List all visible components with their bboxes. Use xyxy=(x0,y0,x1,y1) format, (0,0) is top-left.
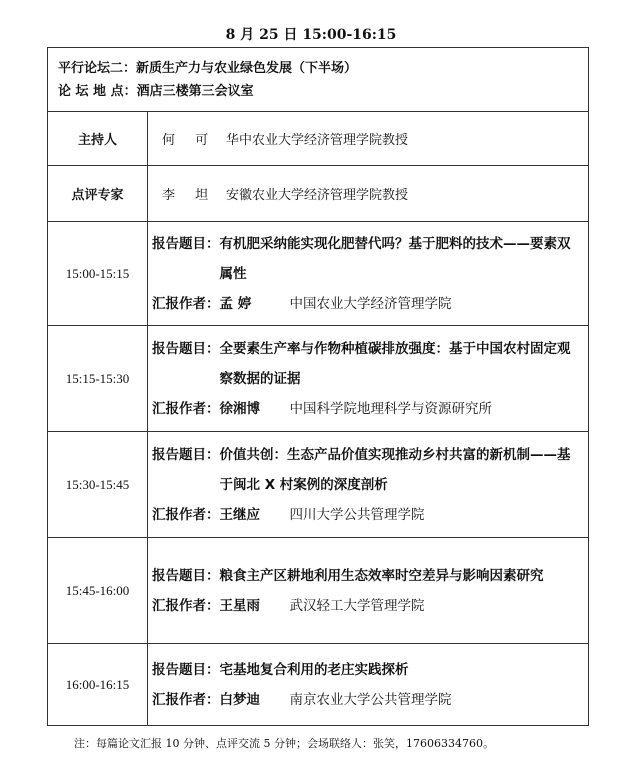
topic-label: 报告题目： xyxy=(152,340,220,357)
session-author: 孟 婷 xyxy=(219,295,252,312)
presenter-label: 汇报作者： xyxy=(152,506,220,523)
session-details xyxy=(148,222,589,326)
session-title: 有机肥采纳能实现化肥替代吗？基于肥料的技术——要素双属性 xyxy=(219,235,571,282)
footnote: 注：每篇论文汇报 10 分钟、点评交流 5 分钟；会场联络人：张笑，17606334760。 xyxy=(74,737,494,750)
session-row xyxy=(48,432,589,538)
host-info xyxy=(148,112,589,166)
host-label: 主持人 xyxy=(48,112,148,166)
session-row xyxy=(48,326,589,432)
session-time: 16:00-16:15 xyxy=(48,644,148,726)
session-title: 全要素生产率与作物种植碳排放强度：基于中国农村固定观察数据的证据 xyxy=(219,340,571,387)
session-details xyxy=(148,538,589,644)
session-details xyxy=(148,432,589,538)
session-institution: 南京农业大学公共管理学院 xyxy=(289,691,452,708)
presenter-label: 汇报作者： xyxy=(152,295,220,312)
session-title: 粮食主产区耕地利用生态效率时空差异与影响因素研究 xyxy=(219,567,544,584)
topic-label: 报告题目： xyxy=(152,446,220,463)
topic-label: 报告题目： xyxy=(152,567,220,584)
forum-info-row xyxy=(48,48,589,112)
session-institution: 中国农业大学经济管理学院 xyxy=(289,295,452,312)
session-title: 价值共创：生态产品价值实现推动乡村共富的新机制——基于闽北 X 村案例的深度剖析 xyxy=(219,446,571,493)
presenter-label: 汇报作者： xyxy=(152,691,220,708)
session-time: 15:45-16:00 xyxy=(48,538,148,644)
topic-label: 报告题目： xyxy=(152,661,220,678)
session-author: 王星雨 xyxy=(219,597,260,614)
session-date-time: 8 月 25 日 15:00-16:15 xyxy=(225,27,397,43)
session-author: 徐湘博 xyxy=(219,400,260,417)
reviewer-affiliation: 安徽农业大学经济管理学院教授 xyxy=(226,188,409,203)
session-institution: 中国科学院地理科学与资源研究所 xyxy=(289,400,492,417)
session-author: 王继应 xyxy=(219,506,260,523)
forum-info-cell xyxy=(48,48,589,112)
session-row xyxy=(48,222,589,326)
presenter-label: 汇报作者： xyxy=(152,400,220,417)
session-title: 宅基地复合利用的老庄实践探析 xyxy=(219,661,409,678)
topic-label: 报告题目： xyxy=(152,235,220,252)
forum-name: 平行论坛二：新质生产力与农业绿色发展（下半场） xyxy=(58,60,358,76)
session-details xyxy=(148,326,589,432)
reviewer-info xyxy=(148,166,589,222)
session-institution: 四川大学公共管理学院 xyxy=(289,506,425,523)
forum-venue: 论 坛 地 点：酒店三楼第三会议室 xyxy=(58,83,254,99)
session-time: 15:00-15:15 xyxy=(48,222,148,326)
host-affiliation: 华中农业大学经济管理学院教授 xyxy=(226,133,409,148)
reviewer-name: 李 坦 xyxy=(162,188,217,203)
session-row xyxy=(48,538,589,644)
presenter-label: 汇报作者： xyxy=(152,597,220,614)
session-row xyxy=(48,644,589,726)
session-author: 白梦迪 xyxy=(219,691,260,708)
host-row xyxy=(48,112,589,166)
session-time: 15:15-15:30 xyxy=(48,326,148,432)
schedule-table xyxy=(47,47,589,726)
host-name: 何 可 xyxy=(162,133,217,148)
session-institution: 武汉轻工大学管理学院 xyxy=(289,597,425,614)
reviewer-row xyxy=(48,166,589,222)
session-details xyxy=(148,644,589,726)
session-time: 15:30-15:45 xyxy=(48,432,148,538)
reviewer-label: 点评专家 xyxy=(48,166,148,222)
